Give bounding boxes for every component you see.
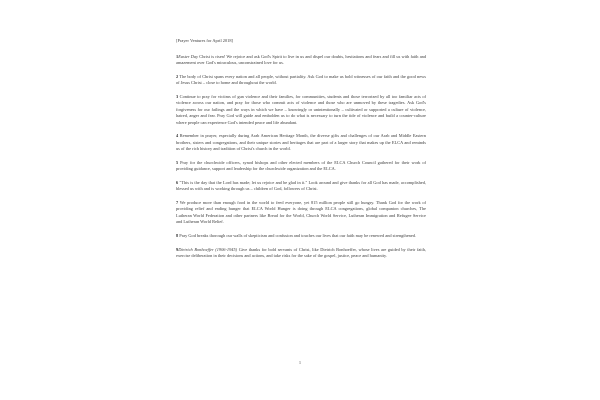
entry-text: Continue to pray for victims of gun violence and their families, for communities, students and those terrorized by all too familiar acts of violence across our nation, and pray for those who commit acts of violence and those who are unmoved by these tragedies. Ask God's forgiveness for our failings and the ways in which we have – knowingly or unintentionally – cultivated or supported a culture of violence, hatred, anger and fear. Pray God will guide and embolden us to do what is necessary to turn the tide of violence and build a counter-culture where people can experience God's intended peace and life abundant. [176,93,426,125]
entry-text: Pray for the churchwide officers, synod bishops and other elected members of the ELCA Church Council gathered for their work of providing guidance, support and leadership for the churchwide organization and the ELCA. [176,159,426,172]
entry-text: We produce more than enough food in the world to feed everyone, yet 815 million people still go hungry. Thank God for the work of providing relief and ending hunger that ELCA World Hunger is doing through ELCA congregations, global companion churches, The Lutheran World Federation and other partners like Bread for the World, Church World Service, Lutheran Immigration and Refugee Service and Lutheran World Relief. [176,199,426,225]
document-title: [Prayer Ventures for April 2018] [176,38,234,43]
entry-text: The body of Christ spans every nation and all people, without partiality. Ask God to make us bold witnesses of our faith and the good news of Jesus Christ – close to home and throughout the world. [176,73,426,86]
prayer-entry [176,233,426,239]
entry-number: 2 [176,73,179,79]
entry-number: 6 [176,179,179,185]
entry-text: Give thanks for bold servants of Christ, like Dietrich Bonhoeffer, whose lives are guided by their faith, exercise deliberation in their decisions and actions, and take risks for the sake of the gospel, justice, peace and humanity. [176,246,426,259]
entry-number: 3 [176,93,179,99]
prayer-entry [176,133,426,152]
prayer-entry [176,180,426,193]
prayer-entry [176,94,426,126]
prayer-entry [176,54,426,67]
prayer-entry [176,160,426,173]
prayer-entry [176,247,426,260]
page-number: 1 [298,360,302,365]
entry-lead: Easter Day [178,53,199,59]
entry-number: 7 [176,199,179,205]
prayer-entry [176,74,426,87]
prayer-entry [176,200,426,226]
entry-text: Christ is risen! We rejoice and ask God's Spirit to live in us and dispel our doubts, hesitations and fears and fill us with faith and amazement over God's miraculous, unconstrained love for us. [176,53,427,66]
entry-number: 1 [176,53,179,59]
document-body [176,38,426,267]
entry-text: Pray God breaks thorough our walls of skepticism and confusion and touches our lives that our faith may be renewed and strengthened. [178,232,417,238]
entry-number: 9 [176,246,179,252]
entry-text: Remember in prayer, especially during Arab American Heritage Month, the diverse gifts and challenges of our Arab and Middle Eastern brothers, sisters and congregations, and their unique stories and heritages that are part of a larger story that makes up the ELCA and reminds us of the rich history and tradition of Christ's church in the world. [176,133,426,152]
entry-text: "This is the day that the Lord has made; let us rejoice and be glad in it." Look around and give thanks for all God has made, accomplished, blessed us with and is working through us – children of God, followers of Christ. [176,179,426,192]
entry-number: 5 [176,159,179,165]
entry-number: 8 [176,232,179,238]
entry-number: 4 [176,133,179,139]
entry-lead: Dietrich Bonhoeffer (1906-1945) [178,246,238,252]
